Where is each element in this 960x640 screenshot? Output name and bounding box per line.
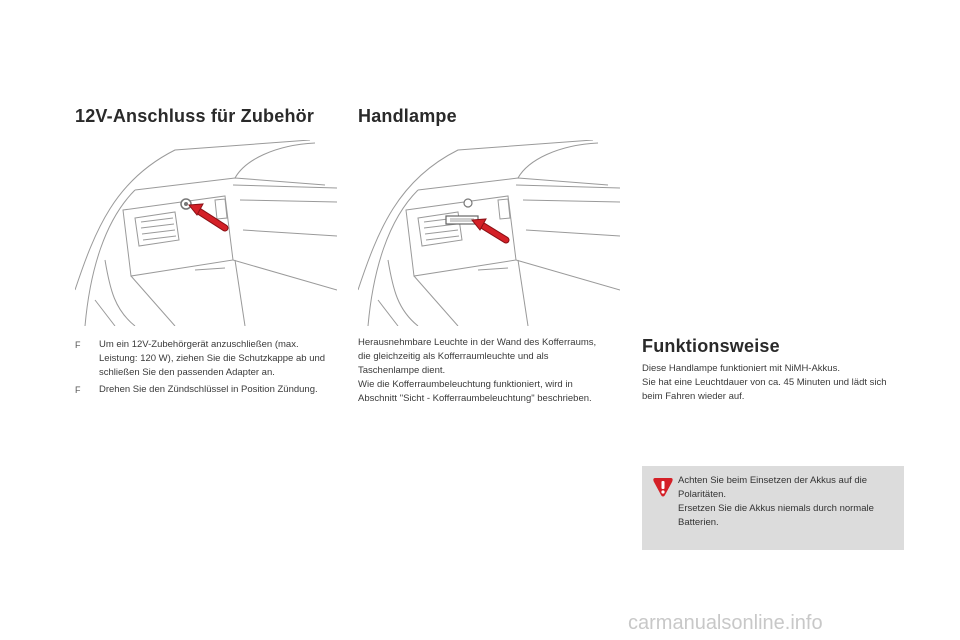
middle-description	[358, 336, 608, 406]
red-arrow-icon	[472, 219, 506, 240]
bullet-marker: F	[75, 385, 81, 395]
section-title-funktionsweise: Funktionsweise	[642, 336, 780, 356]
bullet-text: Drehen Sie den Zündschlüssel in Position Zündung.	[99, 384, 318, 395]
paragraph: Sie hat eine Leuchtdauer von ca. 45 Minuten und lädt sich beim Fahren wieder auf.	[642, 377, 887, 402]
list-item	[75, 338, 330, 380]
section-title-12v: 12V-Anschluss für Zubehör	[75, 106, 315, 126]
trunk-handlamp-illustration	[358, 140, 620, 326]
bullet-marker: F	[75, 340, 81, 350]
list-item	[75, 383, 330, 397]
right-description	[642, 362, 904, 404]
trunk-12v-socket-illustration	[75, 140, 337, 326]
section-title-handlampe: Handlampe	[358, 106, 457, 126]
left-instructions	[75, 338, 330, 400]
warning-line: Achten Sie beim Einsetzen der Akkus auf die Polaritäten.	[678, 475, 868, 500]
paragraph: Herausnehmbare Leuchte in der Wand des Kofferraums, die gleichzeitig als Kofferraumleuchte und als Taschenlampe dient.	[358, 337, 597, 376]
bullet-text: Um ein 12V-Zubehörgerät anzuschließen (max. Leistung: 120 W), ziehen Sie die Schutzkappe ab und schließen Sie den passenden Adapter an.	[99, 339, 326, 378]
paragraph: Wie die Kofferraumbeleuchtung funktioniert, wird in Abschnitt "Sicht - Kofferraumbeleuchtung" beschrieben.	[358, 379, 592, 404]
paragraph: Diese Handlampe funktioniert mit NiMH-Akkus.	[642, 363, 840, 374]
warning-text	[678, 474, 898, 530]
warning-line: Ersetzen Sie die Akkus niemals durch normale Batterien.	[678, 503, 874, 528]
watermark-text: carmanualsonline.info	[628, 612, 823, 634]
red-arrow-icon	[189, 204, 225, 228]
warning-box	[642, 466, 904, 550]
warning-exclamation-icon	[652, 476, 674, 498]
